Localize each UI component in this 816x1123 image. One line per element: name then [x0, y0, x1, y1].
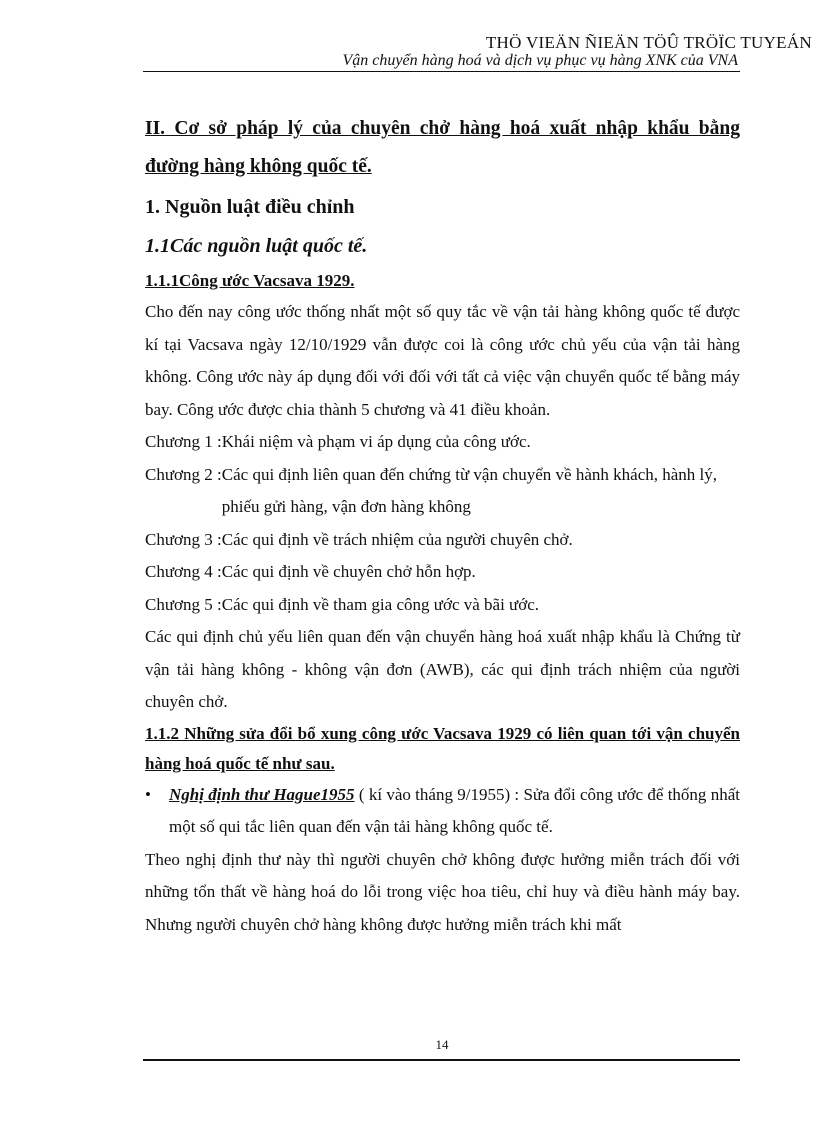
chapter-item — [145, 459, 740, 524]
chapter-text: Khái niệm và phạm vi áp dụng của công ước. — [221, 432, 531, 451]
chapter-label: Chương 2 : — [145, 464, 222, 484]
watermark-text: THÖ VIEÄN ÑIEÄN TÖÛ TRÖÏC TUYEÁN — [485, 33, 812, 52]
heading-1-1-1: 1.1.1Công ước Vacsava 1929. — [145, 271, 355, 290]
chapter-item — [145, 524, 740, 557]
chapter-item — [145, 589, 740, 622]
heading-1-1-2: 1.1.2 Những sửa đổi bổ xung công ước Vacsava 1929 có liên quan tới vận chuyển hàng hoá quốc tế như sau. — [145, 723, 740, 773]
bullet-text — [169, 779, 740, 844]
chapter-label: Chương 5 : — [145, 594, 222, 614]
header-divider — [143, 71, 740, 72]
running-header: Vận chuyển hàng hoá và dịch vụ phục vụ hàng XNK của VNA — [342, 52, 738, 69]
chapter-item — [145, 556, 740, 589]
chapter-label: Chương 1 : — [145, 432, 222, 451]
chapter-label: Chương 4 : — [145, 562, 222, 581]
bullet-emphasis: Nghị định thư Hague1955 — [169, 784, 355, 804]
chapter-label: Chương 3 : — [145, 529, 222, 549]
chapter-text: Các qui định về chuyên chở hỗn hợp. — [221, 562, 476, 581]
chapter-text: Các qui định về trách nhiệm của người chuyên chở. — [221, 529, 573, 549]
page-body — [145, 110, 740, 941]
bullet-description: ( kí vào tháng 9/1955) : Sửa đổi công ước để thống nhất một số qui tắc liên quan đến vận tải hàng không quốc tế. — [169, 784, 740, 836]
heading-1: 1. Nguồn luật điều chỉnh — [145, 196, 355, 218]
section-title: II. Cơ sở pháp lý của chuyên chở hàng hoá xuất nhập khẩu bằng đường hàng không quốc tế. — [145, 118, 740, 177]
bullet-item — [145, 779, 740, 844]
bullet-icon: • — [145, 784, 151, 804]
paragraph-hague-protocol: Theo nghị định thư này thì người chuyên chở không được hưởng miễn trách đối với những tổn thất về hàng hoá do lỗi trong việc hoa tiêu, chỉ huy và điều hành máy bay. Nhưng người chuyên chở hàng không được hưởng miễn trách khi mất — [145, 849, 740, 934]
heading-1-1: 1.1Các nguồn luật quốc tế. — [145, 235, 368, 257]
chapter-text: Các qui định liên quan đến chứng từ vận chuyển về hành khách, hành lý, phiếu gửi hàng, vận đơn hàng không — [221, 464, 718, 516]
paragraph-convention-intro: Cho đến nay công ước thống nhất một số quy tắc về vận tải hàng không quốc tế được kí tại Vacsava ngày 12/10/1929 vẫn được coi là công ước chủ yếu của vận tải hàng không. Công ước này áp dụng đối với đối với tất cả việc vận chuyển quốc tế bằng máy bay. Công ước được chia thành 5 chương và 41 điều khoản. — [145, 302, 740, 419]
footer-divider — [143, 1059, 740, 1061]
chapter-item — [145, 426, 740, 459]
chapter-text: Các qui định về tham gia công ước và bãi ước. — [221, 594, 540, 614]
page-number: 14 — [435, 1037, 449, 1052]
paragraph-main-rules: Các qui định chủ yếu liên quan đến vận chuyển hàng hoá xuất nhập khẩu là Chứng từ vận tải hàng không - không vận đơn (AWB), các qui định trách nhiệm của người chuyên chở. — [145, 627, 740, 711]
